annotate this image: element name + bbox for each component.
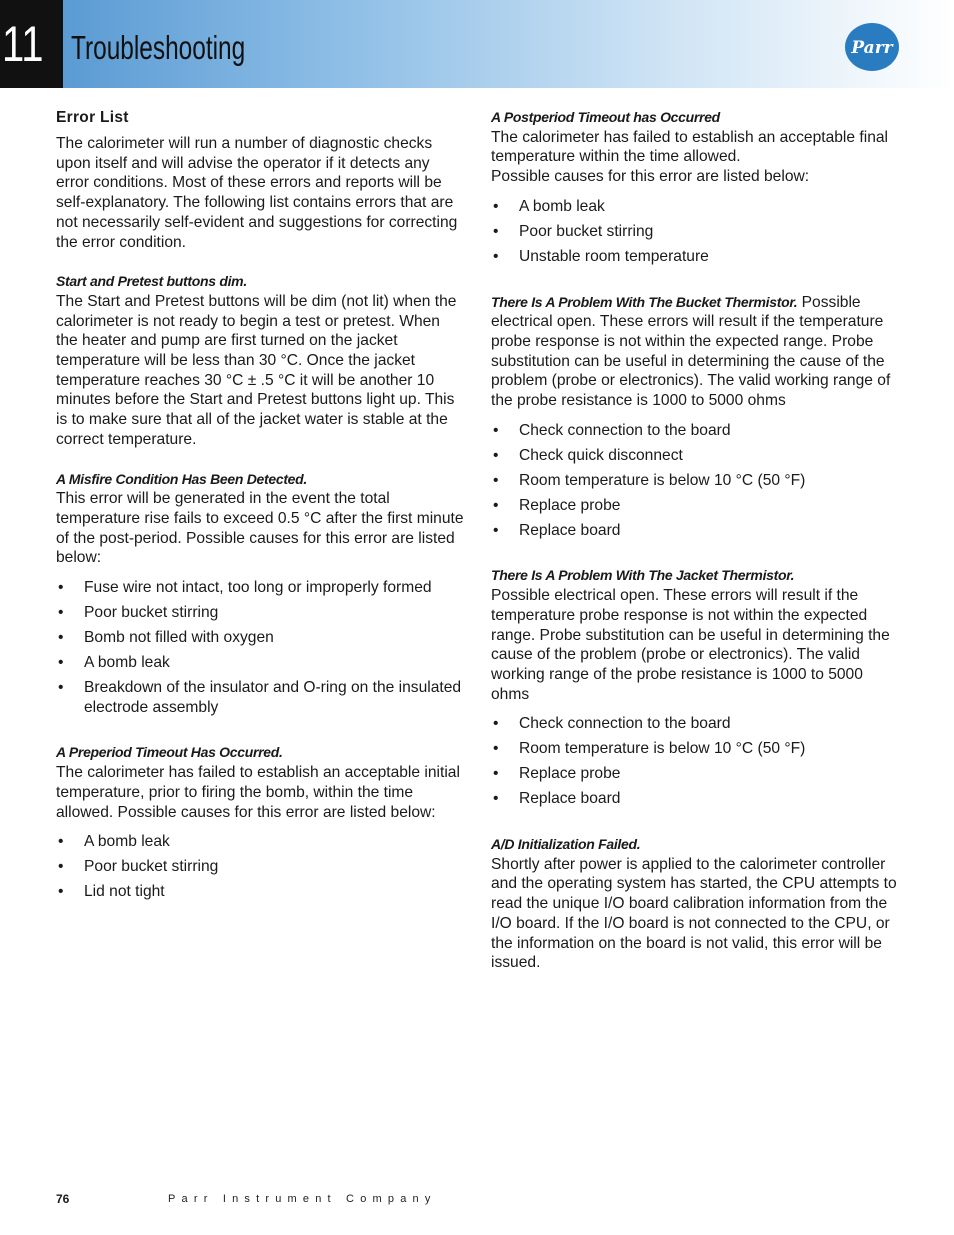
list-item: • Check connection to the board [491,421,901,441]
list-item: • Replace board [491,789,901,809]
chapter-number-box [0,0,63,88]
preperiod-heading: A Preperiod Timeout Has Occurred. [56,744,283,761]
misfire-causes-list [56,578,464,717]
ad-init-heading: A/D Initialization Failed. [491,836,641,853]
list-item: • Poor bucket stirring [491,222,901,242]
bucket-thermistor-heading: There Is A Problem With The Bucket Thermistor. [491,293,798,310]
postperiod-body-2: Possible causes for this error are listed below: [491,168,810,186]
page-header [0,0,954,88]
postperiod-heading: A Postperiod Timeout has Occurred [491,109,720,125]
list-item: • Room temperature is below 10 °C (50 °F) [491,471,901,491]
list-item: • Bomb not filled with oxygen [56,628,464,648]
misfire-heading: A Misfire Condition Has Been Detected. [56,470,308,487]
right-column [491,108,901,991]
list-item: • Fuse wire not intact, too long or improperly formed [56,578,464,598]
bucket-thermistor-block [491,293,901,541]
intro-paragraph: The calorimeter will run a number of diagnostic checks upon itself and will advise the operator if it detects any error conditions. Most of these errors and reports will be self-explanatory. The following list contains errors that are not necessarily self-evident and suggestions for correcting the error condition. [56,135,458,251]
bucket-thermistor-body: Possible electrical open. These errors will result if the temperature probe response is not within the expected range. Probe substitution can be useful in determining the cause of the problem (probe or electronics). The valid working range of the probe resistance is 1000 to 5000 ohms [491,293,891,410]
left-column [56,108,464,920]
intro-block [56,134,464,252]
misfire-block [56,470,464,718]
page-number: 76 [56,1192,70,1206]
postperiod-block [491,108,901,267]
start-pretest-body: The Start and Pretest buttons will be dim (not lit) when the calorimeter is not ready to begin a test or pretest. When the heater and pump are first turned on the jacket temperature will be less than 30 °C. Once the jacket temperature reaches 30 °C ± .5 °C it will be another 10 minutes before the Start and Pretest buttons light up. This is to make sure that all of the jacket water is stable at the correct temperature. [56,292,457,448]
list-item: • Replace probe [491,496,901,516]
list-item: • Lid not tight [56,882,464,902]
jacket-thermistor-list [491,714,901,809]
list-item: • Replace board [491,521,901,541]
list-item: • Unstable room temperature [491,247,901,267]
list-item: • A bomb leak [56,653,464,673]
bucket-thermistor-list [491,421,901,541]
list-item: • Breakdown of the insulator and O-ring on the insulated electrode assembly [56,678,464,717]
jacket-thermistor-heading: There Is A Problem With The Jacket Thermistor. [491,567,795,584]
start-pretest-block [56,272,464,449]
list-item: • Poor bucket stirring [56,857,464,877]
postperiod-causes-list [491,197,901,267]
list-item: • Check quick disconnect [491,446,901,466]
list-item: • Room temperature is below 10 °C (50 °F) [491,739,901,759]
preperiod-block [56,743,464,902]
list-item: • A bomb leak [491,197,901,217]
bucket-thermistor-paragraph [491,293,901,411]
preperiod-causes-list [56,832,464,902]
start-pretest-heading: Start and Pretest buttons dim. [56,273,247,290]
list-item: • Poor bucket stirring [56,603,464,623]
jacket-thermistor-block [491,566,901,809]
ad-init-body: Shortly after power is applied to the calorimeter controller and the operating system has started, the CPU attempts to read the unique I/O board calibration information from the I/O board. If the I/O board is not connected to the CPU, or the information on the board is not valid, this error will be issued. [491,855,897,972]
misfire-body: This error will be generated in the event the total temperature rise fails to exceed 0.5 °C after the first minute of the post-period. Possible causes for this error are listed below: [56,490,464,567]
preperiod-body: The calorimeter has failed to establish an acceptable initial temperature, prior to firing the bomb, within the time allowed. Possible causes for this error are listed below: [56,764,460,821]
section-title: Error List [56,109,129,126]
page-title: Troubleshooting [71,29,246,66]
postperiod-body: The calorimeter has failed to establish an acceptable final temperature within the time allowed. [491,128,889,166]
list-item: • A bomb leak [56,832,464,852]
jacket-thermistor-body: Possible electrical open. These errors will result if the temperature probe response is not within the expected range. Probe substitution can be useful in determining the cause of the problem (probe or electronics). The valid working range of the probe resistance is 1000 to 5000 ohms [491,587,890,703]
footer-company-name: Parr Instrument Company [168,1193,437,1205]
ad-init-block [491,835,901,973]
parr-logo-icon [844,22,900,72]
chapter-number: 11 [2,16,44,72]
list-item: • Check connection to the board [491,714,901,734]
list-item: • Replace probe [491,764,901,784]
logo-text: Parr [851,38,893,58]
